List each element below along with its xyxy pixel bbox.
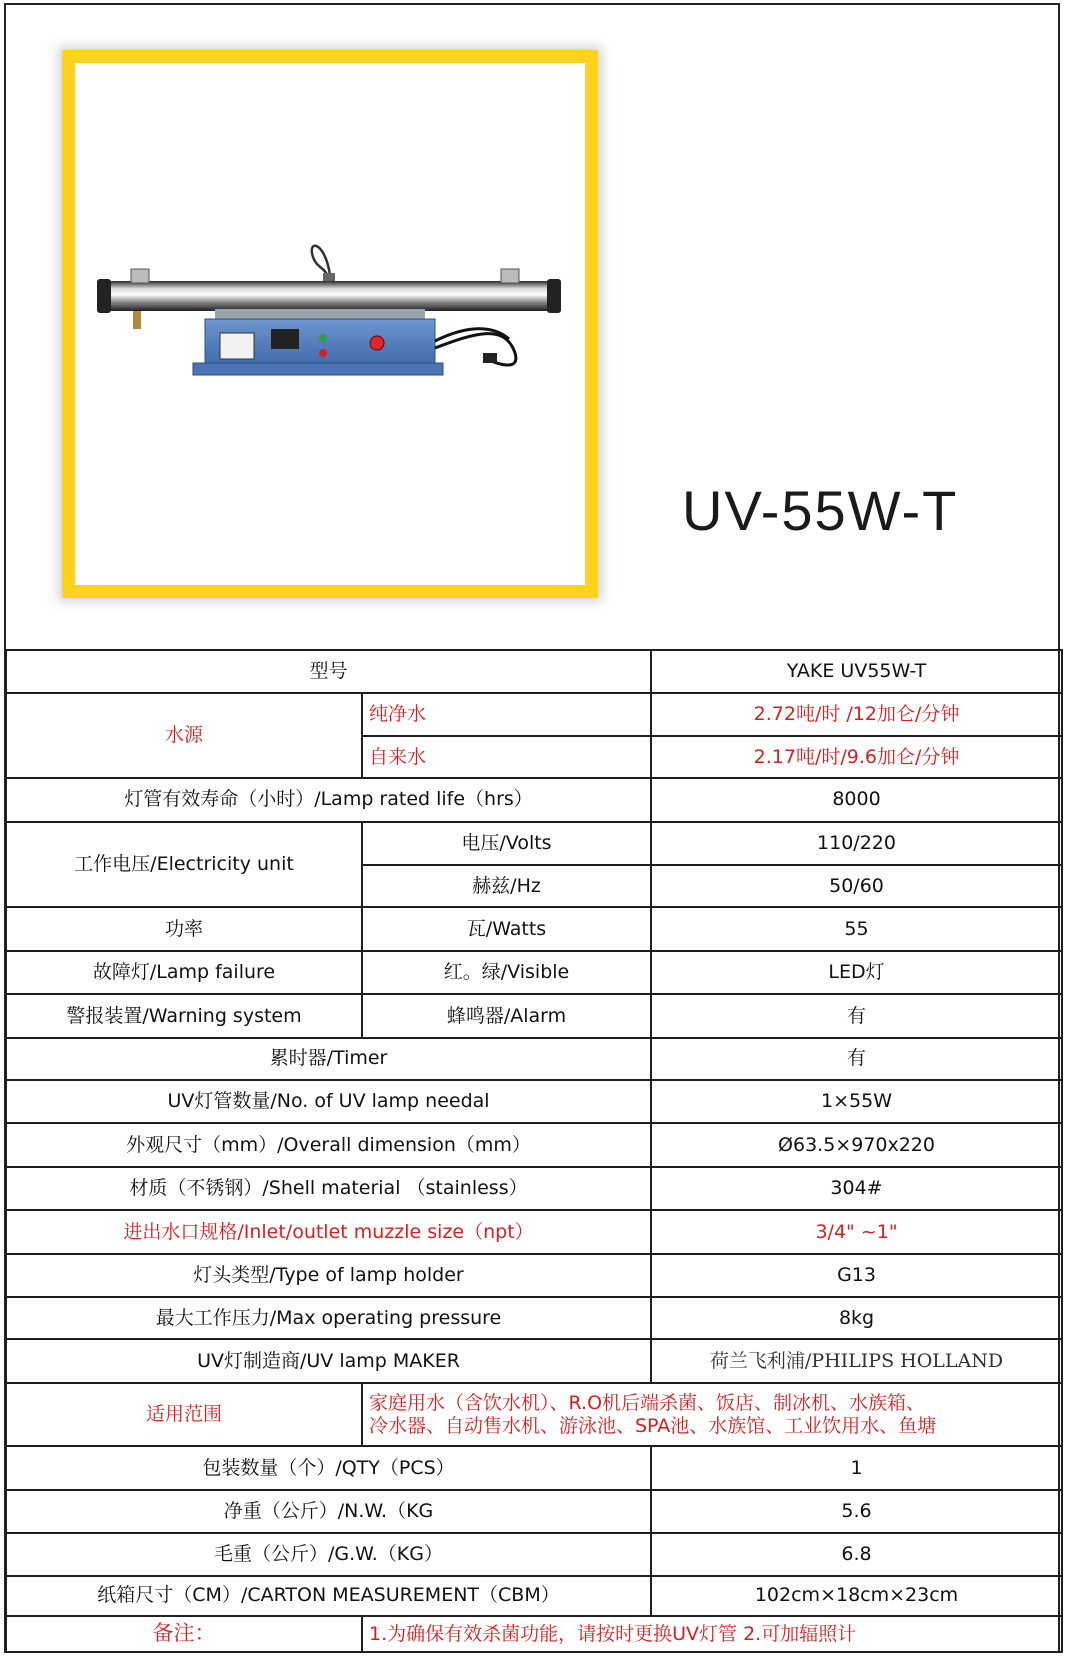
scope-line-2: 冷水器、自动售水机、游泳池、SPA池、水族馆、工业饮用水、鱼塘 [369, 1414, 937, 1437]
power-label: 功率 [6, 907, 362, 950]
model-title: UV-55W-T [682, 479, 959, 542]
lamp-count-value: 1×55W [651, 1080, 1062, 1123]
table-row [6, 1038, 1062, 1080]
application-scope-label: 适用范围 [6, 1383, 362, 1447]
voltage-label: 工作电压/Electricity unit [6, 822, 362, 908]
volts-label: 电压/Volts [362, 822, 651, 865]
lamp-holder-label: 灯头类型/Type of lamp holder [6, 1254, 651, 1297]
material-label: 材质（不锈钢）/Shell material （stainless） [6, 1167, 651, 1210]
dimension-value: Ø63.5×970x220 [651, 1123, 1062, 1166]
uv-sterilizer-image [75, 63, 585, 585]
warning-system-label: 警报装置/Warning system [6, 994, 362, 1037]
alarm-label: 蜂鸣器/Alarm [362, 994, 651, 1037]
product-photo-frame [62, 50, 598, 598]
model-value: YAKE UV55W-T [651, 650, 1062, 693]
timer-value: 有 [651, 1038, 1062, 1080]
alarm-value: 有 [651, 994, 1062, 1037]
table-row [6, 1616, 1062, 1652]
table-row [6, 1254, 1062, 1297]
table-row [6, 650, 1062, 693]
table-row [6, 1123, 1062, 1166]
lamp-count-label: UV灯管数量/No. of UV lamp needal [6, 1080, 651, 1123]
table-row [6, 907, 1062, 950]
visible-value: LED灯 [651, 951, 1062, 994]
remark-label: 备注： [6, 1616, 362, 1652]
max-pressure-value: 8kg [651, 1297, 1062, 1339]
net-weight-label: 净重（公斤）/N.W.（KG [6, 1490, 651, 1533]
tap-water-label: 自来水 [362, 736, 651, 778]
qty-value: 1 [651, 1446, 1062, 1489]
table-row [6, 1446, 1062, 1489]
tap-water-value: 2.17吨/时/9.6加仑/分钟 [651, 736, 1062, 778]
net-weight-value: 5.6 [651, 1490, 1062, 1533]
watts-value: 55 [651, 907, 1062, 950]
volts-value: 110/220 [651, 822, 1062, 865]
inlet-size-value: 3/4" ~1" [651, 1210, 1062, 1253]
table-row [6, 951, 1062, 994]
lamp-maker-value: 荷兰飞利浦/PHILIPS HOLLAND [651, 1339, 1062, 1382]
table-row [6, 693, 1062, 735]
hz-label: 赫兹/Hz [362, 865, 651, 907]
table-row [6, 778, 1062, 821]
pure-water-value: 2.72吨/时 /12加仑/分钟 [651, 693, 1062, 735]
visible-label: 红。绿/Visible [362, 951, 651, 994]
gross-weight-value: 6.8 [651, 1533, 1062, 1575]
table-row [6, 822, 1062, 865]
model-label: 型号 [6, 650, 651, 693]
table-row [6, 1576, 1062, 1616]
remark-value: 1.为确保有效杀菌功能，请按时更换UV灯管 2.可加辐照计 [362, 1616, 1062, 1652]
table-row [6, 1167, 1062, 1210]
gross-weight-label: 毛重（公斤）/G.W.（KG） [6, 1533, 651, 1575]
max-pressure-label: 最大工作压力/Max operating pressure [6, 1297, 651, 1339]
qty-label: 包装数量（个）/QTY（PCS） [6, 1446, 651, 1489]
timer-label: 累时器/Timer [6, 1038, 651, 1080]
pure-water-label: 纯净水 [362, 693, 651, 735]
table-row [6, 1490, 1062, 1533]
table-row [6, 1210, 1062, 1253]
lamp-failure-label: 故障灯/Lamp failure [6, 951, 362, 994]
lamp-life-label: 灯管有效寿命（小时）/Lamp rated life（hrs） [6, 778, 651, 821]
material-value: 304# [651, 1167, 1062, 1210]
inlet-size-label: 进出水口规格/Inlet/outlet muzzle size（npt） [6, 1210, 651, 1253]
table-row [6, 1339, 1062, 1382]
hz-value: 50/60 [651, 865, 1062, 907]
table-row [6, 1080, 1062, 1123]
scope-line-1: 家庭用水（含饮水机）、R.O机后端杀菌、饭店、制冰机、水族箱、 [369, 1391, 926, 1414]
watts-label: 瓦/Watts [362, 907, 651, 950]
application-scope-value [362, 1383, 1062, 1447]
dimension-label: 外观尺寸（mm）/Overall dimension（mm） [6, 1123, 651, 1166]
table-row [6, 1383, 1062, 1447]
lamp-maker-label: UV灯制造商/UV lamp MAKER [6, 1339, 651, 1382]
carton-label: 纸箱尺寸（CM）/CARTON MEASUREMENT（CBM） [6, 1576, 651, 1616]
specification-table [5, 649, 1063, 1653]
lamp-holder-value: G13 [651, 1254, 1062, 1297]
lamp-life-value: 8000 [651, 778, 1062, 821]
carton-value: 102cm×18cm×23cm [651, 1576, 1062, 1616]
table-row [6, 1533, 1062, 1575]
table-row [6, 1297, 1062, 1339]
table-row [6, 994, 1062, 1037]
water-source-label: 水源 [6, 693, 362, 778]
